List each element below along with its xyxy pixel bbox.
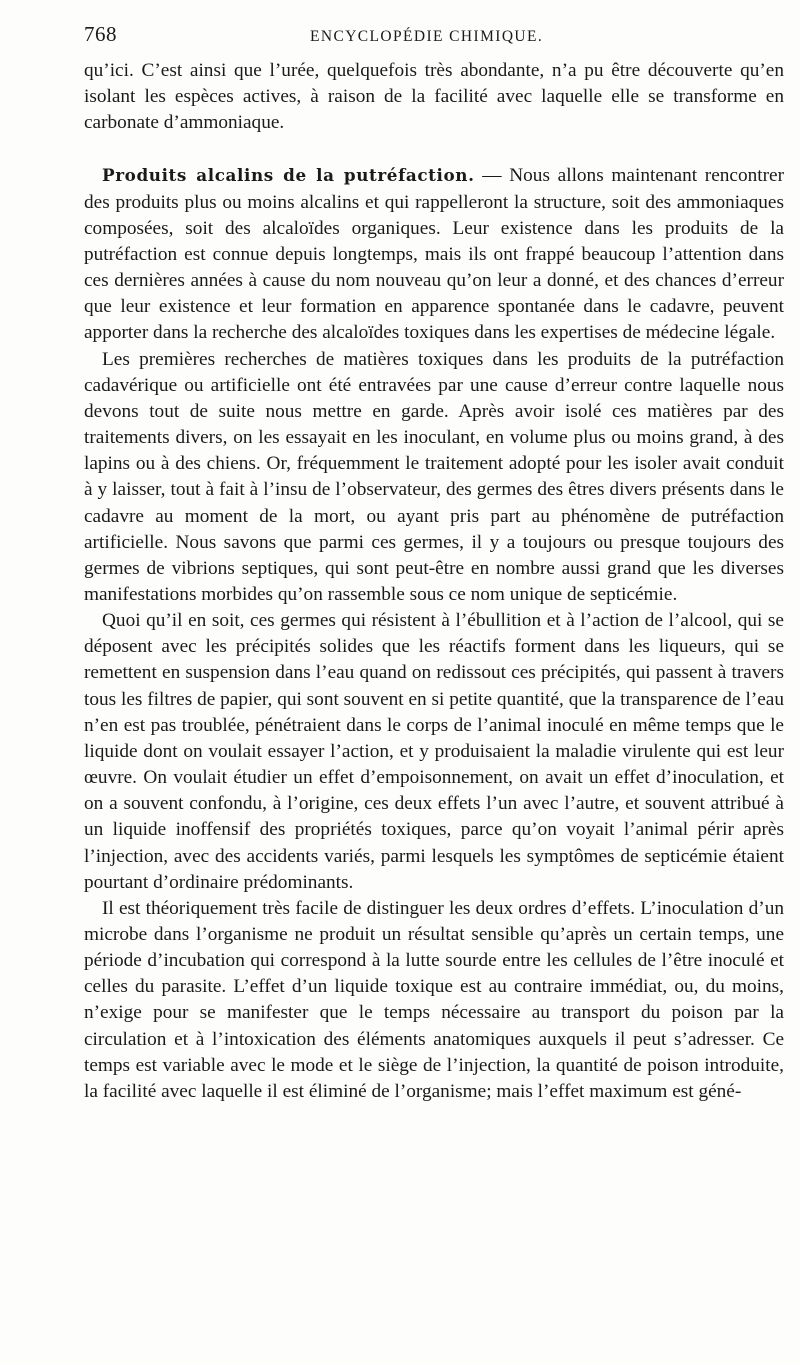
- paragraph-premieres-recherches: Les premières recherches de matières toxiques dans les produits de la putréfaction cadavérique ou artificielle ont été entravées par une cause d’erreur contre laquelle nous devons tout de suite nous mettre en garde. Après avoir isolé ces matières par des traitements divers, on les essayait en les inoculant, en volume plus ou moins grand, à des lapins ou à des chiens. Or, fréquemment le traitement adopté pour les isoler avait conduit à y laisser, tout à fait à l’insu de l’observateur, des germes des êtres divers présents dans le cadavre au moment de la mort, ou ayant pris part au phénomène de putréfaction artificielle. Nous savons que parmi ces germes, il y a toujours ou presque toujours des germes de vibrions septiques, qui sont peut-être en nombre aussi grand que les diverses manifestations morbides qu’on rassemble sous ce nom unique de septicémie.: [84, 348, 784, 605]
- paragraph-quoi-quil-en-soit: Quoi qu’il en soit, ces germes qui résistent à l’ébullition et à l’action de l’alcool, qui se déposent avec les précipités solides que les réactifs forment dans les liqueurs, qui se remettent en suspension dans l’eau quand on redissout ces précipités, qui passent à travers tous les filtres de papier, qui sont souvent en si petite quantité, que la transparence de l’eau n’en est pas troublée, pénétraient dans le corps de l’animal inoculé en même temps que le liquide dont on voulait essayer l’action, et y produisaient la maladie virulente qui est leur œuvre. On voulait étudier un effet d’empoisonnement, on avait un effet d’inoculation, et on a souvent confondu, à l’origine, ces deux effets l’un avec l’autre, et souvent attribué à un liquide inoffensif des propriétés toxiques, parce qu’on voyait l’animal périr après l’injection, avec des accidents variés, parmi lesquels les symptômes de septicémie étaient pourtant d’ordinaire prédominants.: [84, 610, 784, 893]
- paragraph-continuation: qu’ici. C’est ainsi que l’urée, quelquefois très abondante, n’a pu être découverte qu’en isolant les espèces actives, à raison de la facilité avec laquelle elle se transforme en carbonate d’ammoniaque.: [84, 60, 784, 134]
- paragraph-text: — Nous allons maintenant rencontrer des produits plus ou moins alcalins et qui rappelleront la structure, soit des ammoniaques composées, soit des alcaloïdes organiques. Leur existence dans les produits de la putréfaction est connue depuis longtemps, mais ils ont frappé beaucoup l’attention dans ces dernières années à cause du nom nouveau qu’on leur a donné, et des chances d’erreur que leur existence et leur formation en apparence spontanée dans le cadavre, peuvent apporter dans la recherche des alcaloïdes toxiques dans les expertises de médecine légale.: [84, 165, 784, 344]
- running-title: ENCYCLOPÉDIE CHIMIQUE.: [310, 28, 544, 45]
- section-heading: Produits alcalins de la putréfaction.: [102, 165, 475, 186]
- paragraph-produits-alcalins: [84, 162, 784, 346]
- body-text: [84, 58, 784, 1105]
- page-number: 768: [84, 22, 117, 46]
- page-header: [84, 18, 770, 58]
- paragraph-theoriquement: Il est théoriquement très facile de distinguer les deux ordres d’effets. L’inoculation d’un microbe dans l’organisme ne produit un résultat sensible qu’après un certain temps, une période d’incubation qui correspond à la lutte sourde entre les cellules de l’être inoculé et celles du parasite. L’effet d’un liquide toxique est au contraire immédiat, ou, du moins, n’exige pour se manifester que le temps nécessaire au transport du poison par la circulation et à l’intoxication des éléments anatomiques auxquels il peut s’adresser. Ce temps est variable avec le mode et le siège de l’injection, la quantité de poison introduite, la facilité avec laquelle il est éliminé de l’organisme; mais l’effet maximum est géné-: [84, 897, 784, 1102]
